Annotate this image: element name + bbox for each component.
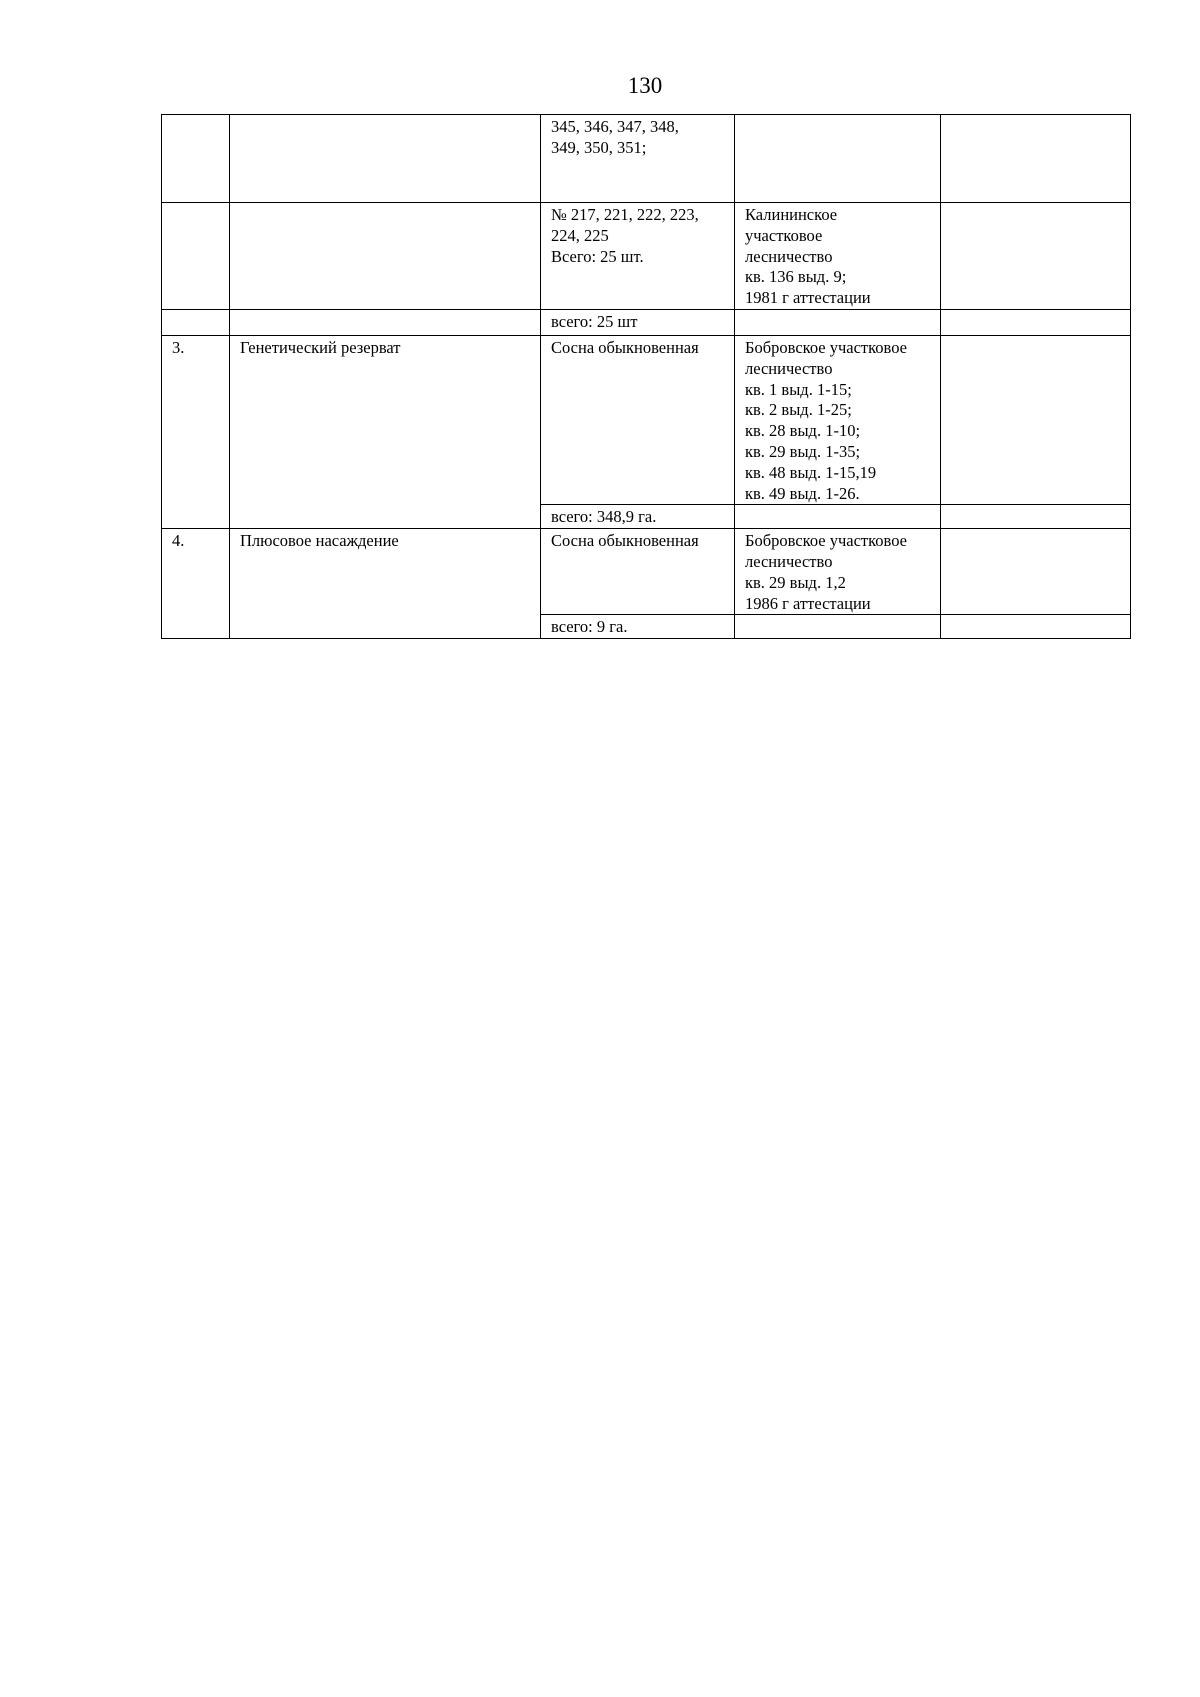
table-cell-note xyxy=(941,529,1131,615)
table-cell-location: Бобровское участковое лесничество кв. 1 выд. 1-15; кв. 2 выд. 1-25; кв. 28 выд. 1-10; кв. 29 выд. 1-35; кв. 48 выд. 1-15,19 кв. 49 выд. 1-26. xyxy=(735,335,941,504)
table-cell-species: Сосна обыкновенная xyxy=(541,529,735,615)
data-table xyxy=(161,114,1131,639)
table-cell-name: Генетический резерват xyxy=(230,335,541,528)
table-cell-name xyxy=(230,115,541,203)
table-cell-note xyxy=(941,309,1131,335)
table-row xyxy=(162,529,1131,615)
table-cell-species: всего: 25 шт xyxy=(541,309,735,335)
table-cell-note xyxy=(941,615,1131,639)
page-number: 130 xyxy=(627,73,663,98)
table-row xyxy=(162,335,1131,504)
table-cell-number: 3. xyxy=(162,335,230,528)
table-cell-location xyxy=(735,115,941,203)
table-cell-location xyxy=(735,615,941,639)
table-cell-note xyxy=(941,335,1131,504)
table-cell-number: 4. xyxy=(162,529,230,639)
table-cell-location: Бобровское участковое лесничество кв. 29 выд. 1,2 1986 г аттестации xyxy=(735,529,941,615)
table-cell-location xyxy=(735,309,941,335)
table-row xyxy=(162,309,1131,335)
table-cell-number xyxy=(162,115,230,203)
table-cell-number xyxy=(162,203,230,310)
table-cell-species: Сосна обыкновенная xyxy=(541,335,735,504)
table-row xyxy=(162,203,1131,310)
table-cell-species: всего: 348,9 га. xyxy=(541,505,735,529)
table-cell-note xyxy=(941,505,1131,529)
table-cell-name xyxy=(230,309,541,335)
table-cell-location xyxy=(735,505,941,529)
table-cell-species: № 217, 221, 222, 223, 224, 225 Всего: 25 шт. xyxy=(541,203,735,310)
table-cell-number xyxy=(162,309,230,335)
table-cell-location: Калининское участковое лесничество кв. 136 выд. 9; 1981 г аттестации xyxy=(735,203,941,310)
table-cell-name xyxy=(230,203,541,310)
table-cell-species: всего: 9 га. xyxy=(541,615,735,639)
table-cell-note xyxy=(941,115,1131,203)
table-row xyxy=(162,115,1131,203)
table-cell-species: 345, 346, 347, 348, 349, 350, 351; xyxy=(541,115,735,203)
table-cell-note xyxy=(941,203,1131,310)
table-cell-name: Плюсовое насаждение xyxy=(230,529,541,639)
